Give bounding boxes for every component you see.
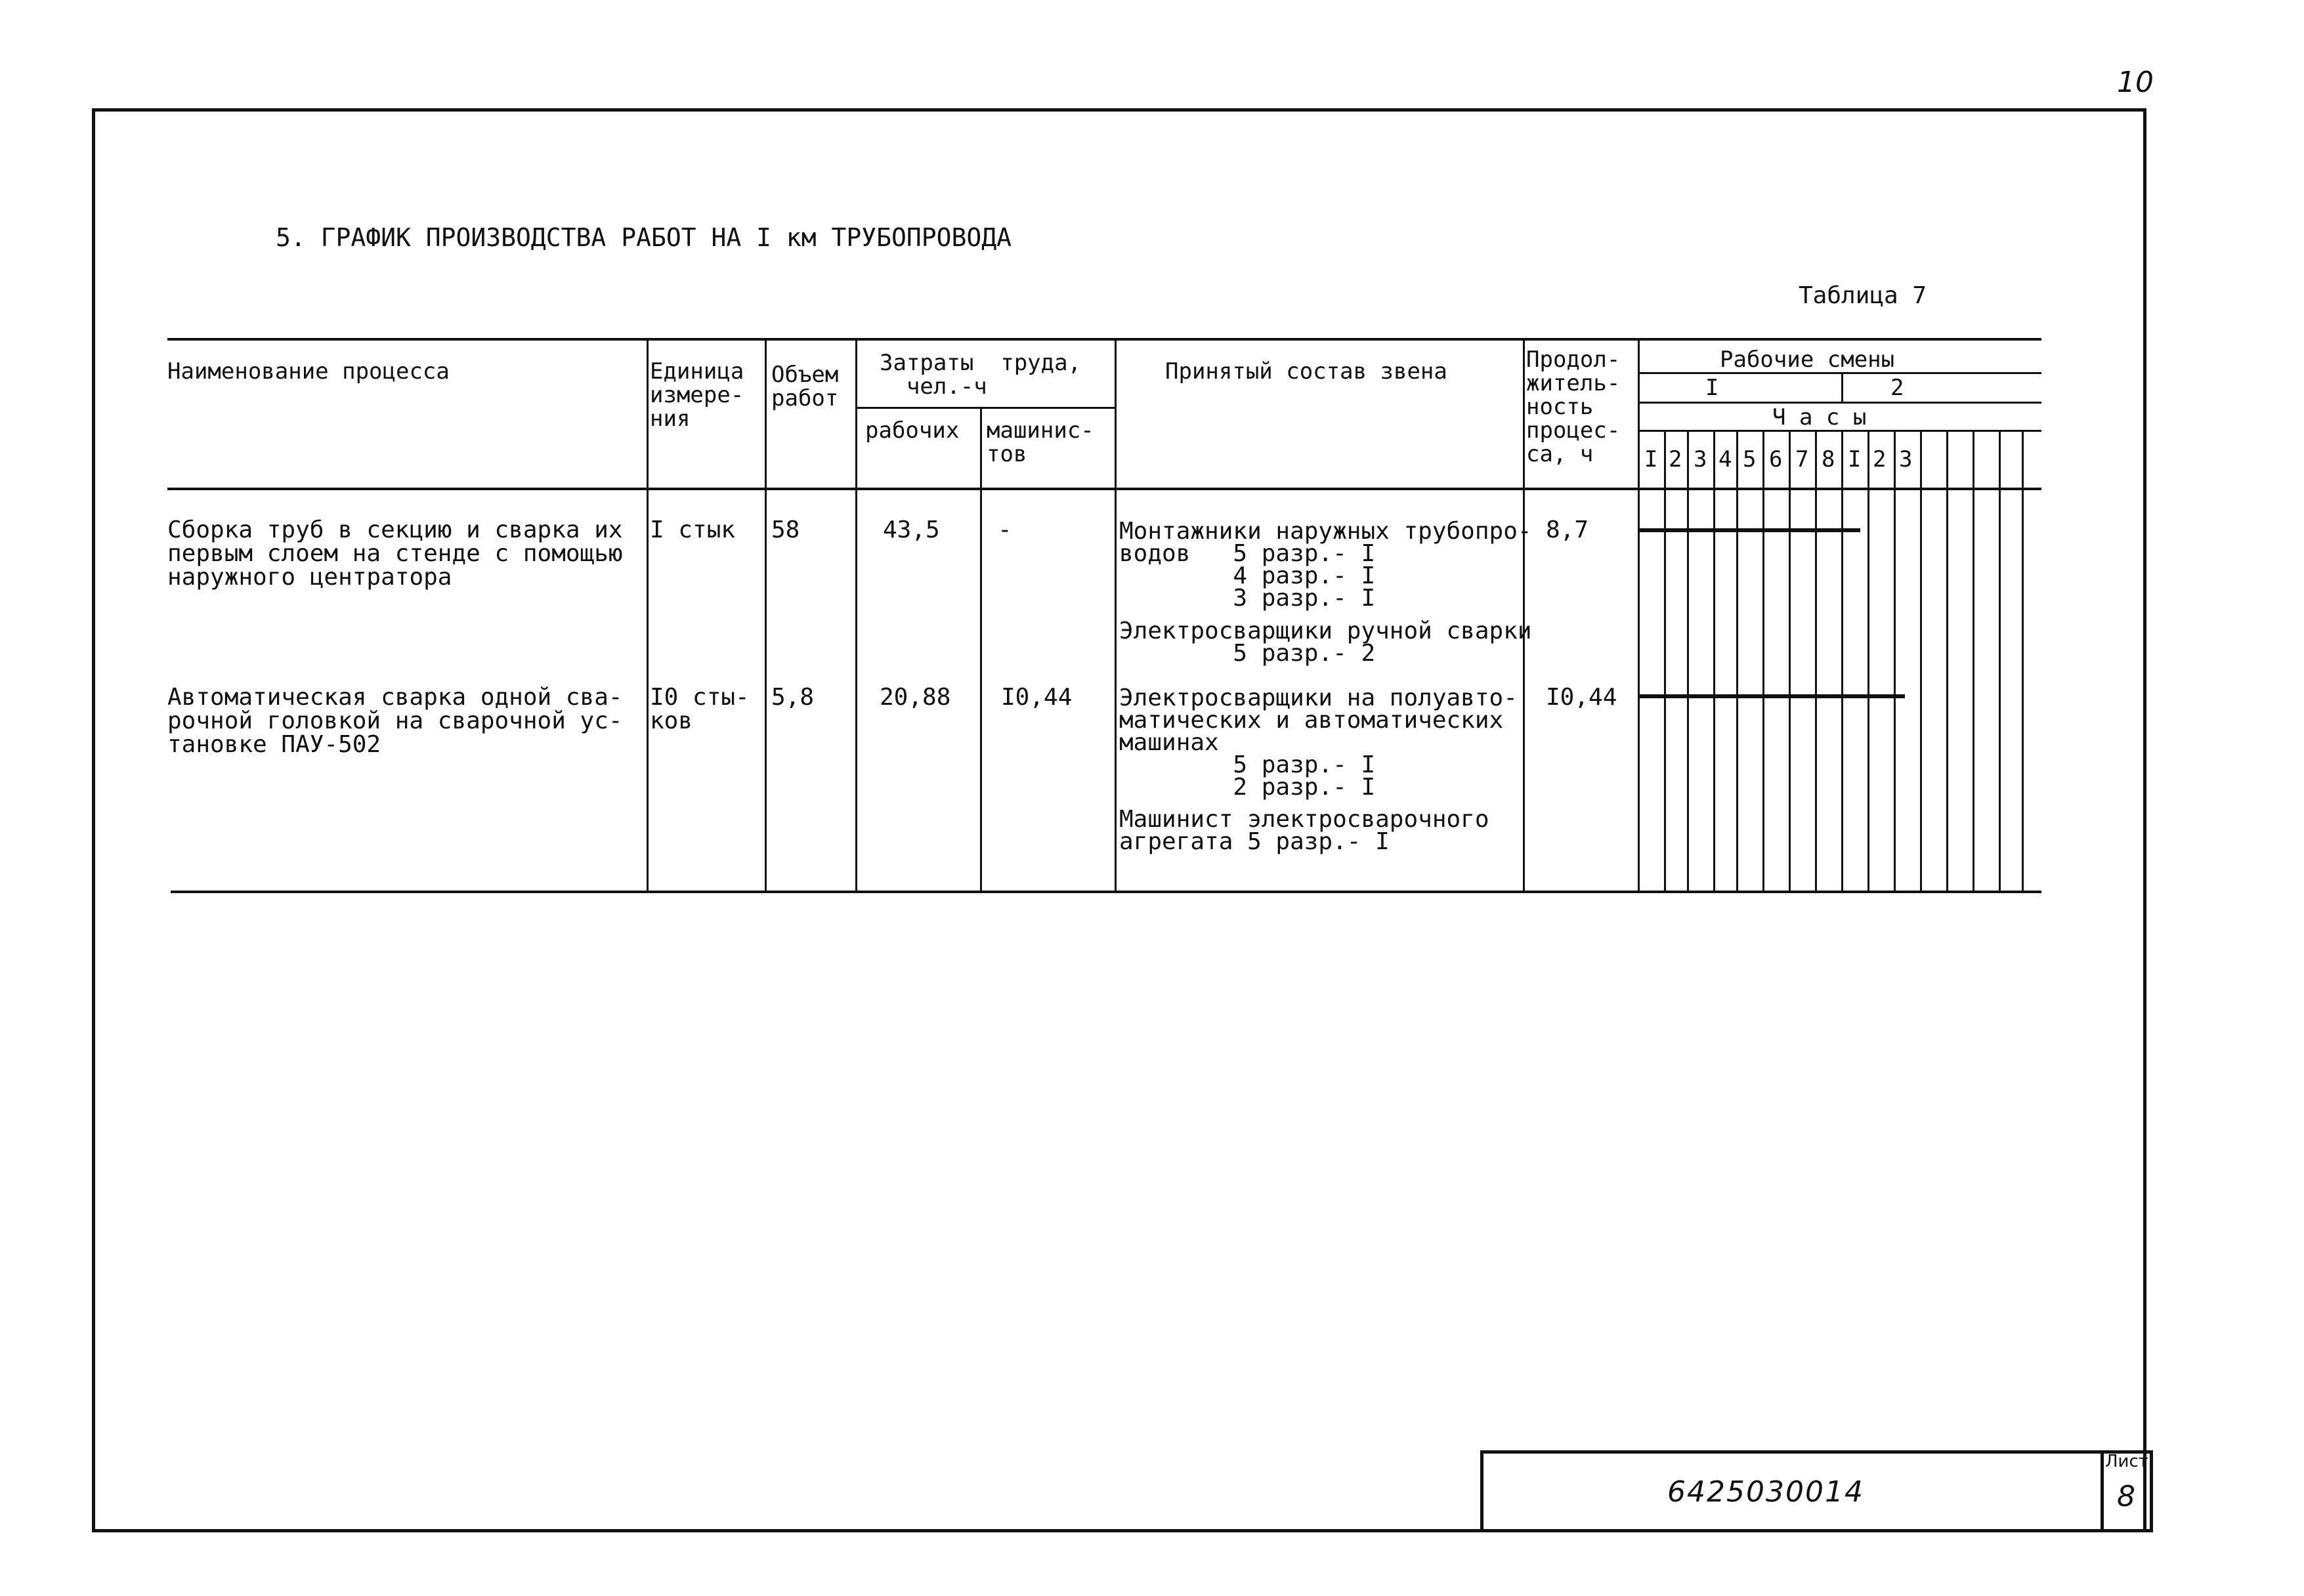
header-shifts: Рабочие смены xyxy=(1720,346,1895,373)
page-number: 10 xyxy=(2117,66,2154,99)
col-divider-volume xyxy=(765,338,767,892)
hour-gridline xyxy=(1815,430,1817,892)
row1-duration: 8,7 xyxy=(1546,516,1589,543)
header-crew: Принятый состав звена xyxy=(1165,358,1447,385)
header-shift-2: 2 xyxy=(1890,375,1904,401)
row2-unit: I0 сты- ков xyxy=(650,684,750,734)
col-divider-machinists xyxy=(980,407,982,892)
labor-split-rule xyxy=(855,407,1115,409)
hour-label: 5 xyxy=(1743,446,1757,472)
header-labor: Затраты труда, чел.-ч xyxy=(880,350,1082,400)
col-divider-crew xyxy=(1115,338,1117,892)
hour-label: I xyxy=(1644,446,1658,472)
hour-label: 3 xyxy=(1694,446,1707,472)
row2-duration: I0,44 xyxy=(1546,684,1617,711)
row1-workers: 43,5 xyxy=(883,516,940,543)
hour-gridline xyxy=(1762,430,1764,892)
hour-gridline xyxy=(1736,430,1738,892)
hour-label: 3 xyxy=(1899,446,1913,472)
hour-label: 6 xyxy=(1769,446,1783,472)
hour-label: 8 xyxy=(1822,446,1835,472)
hour-gridline xyxy=(1894,430,1896,892)
hours-label-rule xyxy=(1638,402,2041,404)
hour-gridline xyxy=(1841,430,1843,892)
sheet-number: 8 xyxy=(2117,1480,2135,1513)
hour-gridline xyxy=(1867,430,1869,892)
hour-gridline xyxy=(1999,430,2001,892)
hour-label: 7 xyxy=(1795,446,1809,472)
hour-gridline xyxy=(1664,430,1666,892)
hour-label: 2 xyxy=(1873,446,1887,472)
hour-gridline xyxy=(1789,430,1791,892)
row1-unit: I стык xyxy=(650,516,736,543)
row1-crew-installers: Монтажники наружных трубопро- водов 5 разр.- I 4 разр.- I 3 разр.- I xyxy=(1119,518,1532,612)
row1-volume: 58 xyxy=(771,516,800,543)
hour-label: 4 xyxy=(1718,446,1732,472)
header-machinists: машинис- тов xyxy=(987,417,1094,467)
row1-machinists: - xyxy=(998,516,1012,543)
hour-label: I xyxy=(1848,446,1862,472)
hour-gridline xyxy=(1946,430,1948,892)
hour-gridline xyxy=(2022,430,2024,892)
hour-label: 2 xyxy=(1669,446,1682,472)
row2-machinists: I0,44 xyxy=(1001,684,1073,711)
row1-schedule-bar xyxy=(1638,528,1860,532)
row2-volume: 5,8 xyxy=(771,684,815,711)
table-bottom-rule xyxy=(171,891,2041,893)
hour-gridline xyxy=(1920,430,1922,892)
col-divider-unit xyxy=(647,338,649,892)
sheet-label: Лист xyxy=(2105,1452,2148,1471)
row1-process: Сборка труб в секцию и сварка их первым слоем на стенде с помощью наружного центратора xyxy=(167,516,623,591)
table-label: Таблица 7 xyxy=(1799,282,1927,309)
row2-workers: 20,88 xyxy=(880,684,951,711)
row2-schedule-bar xyxy=(1638,694,1905,698)
header-process: Наименование процесса xyxy=(167,358,450,385)
row2-crew-machinist: Машинист электросварочного агрегата 5 разр.- I xyxy=(1119,806,1489,855)
row1-crew-welders: Электросварщики ручной сварки 5 разр.- 2 xyxy=(1119,618,1532,667)
row2-crew-welders: Электросварщики на полуавто- матических и автоматических машинах 5 разр.- I 2 разр.- I xyxy=(1119,684,1518,801)
col-divider-schedule xyxy=(1638,338,1640,892)
header-unit: Единица измере- ния xyxy=(650,358,744,432)
header-shift-1: I xyxy=(1705,375,1719,401)
hour-gridline xyxy=(1687,430,1689,892)
header-hours: Ч а с ы xyxy=(1772,404,1867,430)
document-code: 6425030014 xyxy=(1667,1475,1864,1509)
header-duration: Продол- житель- ность процес- са, ч xyxy=(1526,346,1621,467)
hour-gridline xyxy=(1713,430,1715,892)
row2-process: Автоматическая сварка одной сва- рочной головкой на сварочной ус- тановке ПАУ-502 xyxy=(167,684,623,758)
header-bottom-rule xyxy=(167,488,2041,490)
header-workers: рабочих xyxy=(865,417,960,444)
shift-divider xyxy=(1841,372,1843,402)
header-volume: Объем работ xyxy=(771,362,839,411)
section-heading: 5. ГРАФИК ПРОИЗВОДСТВА РАБОТ НА I км ТРУБОПРОВОДА xyxy=(276,223,1012,252)
col-divider-workers xyxy=(855,338,857,892)
col-divider-duration xyxy=(1523,338,1525,892)
hour-gridline xyxy=(1973,430,1974,892)
table-top-rule xyxy=(167,338,2041,341)
